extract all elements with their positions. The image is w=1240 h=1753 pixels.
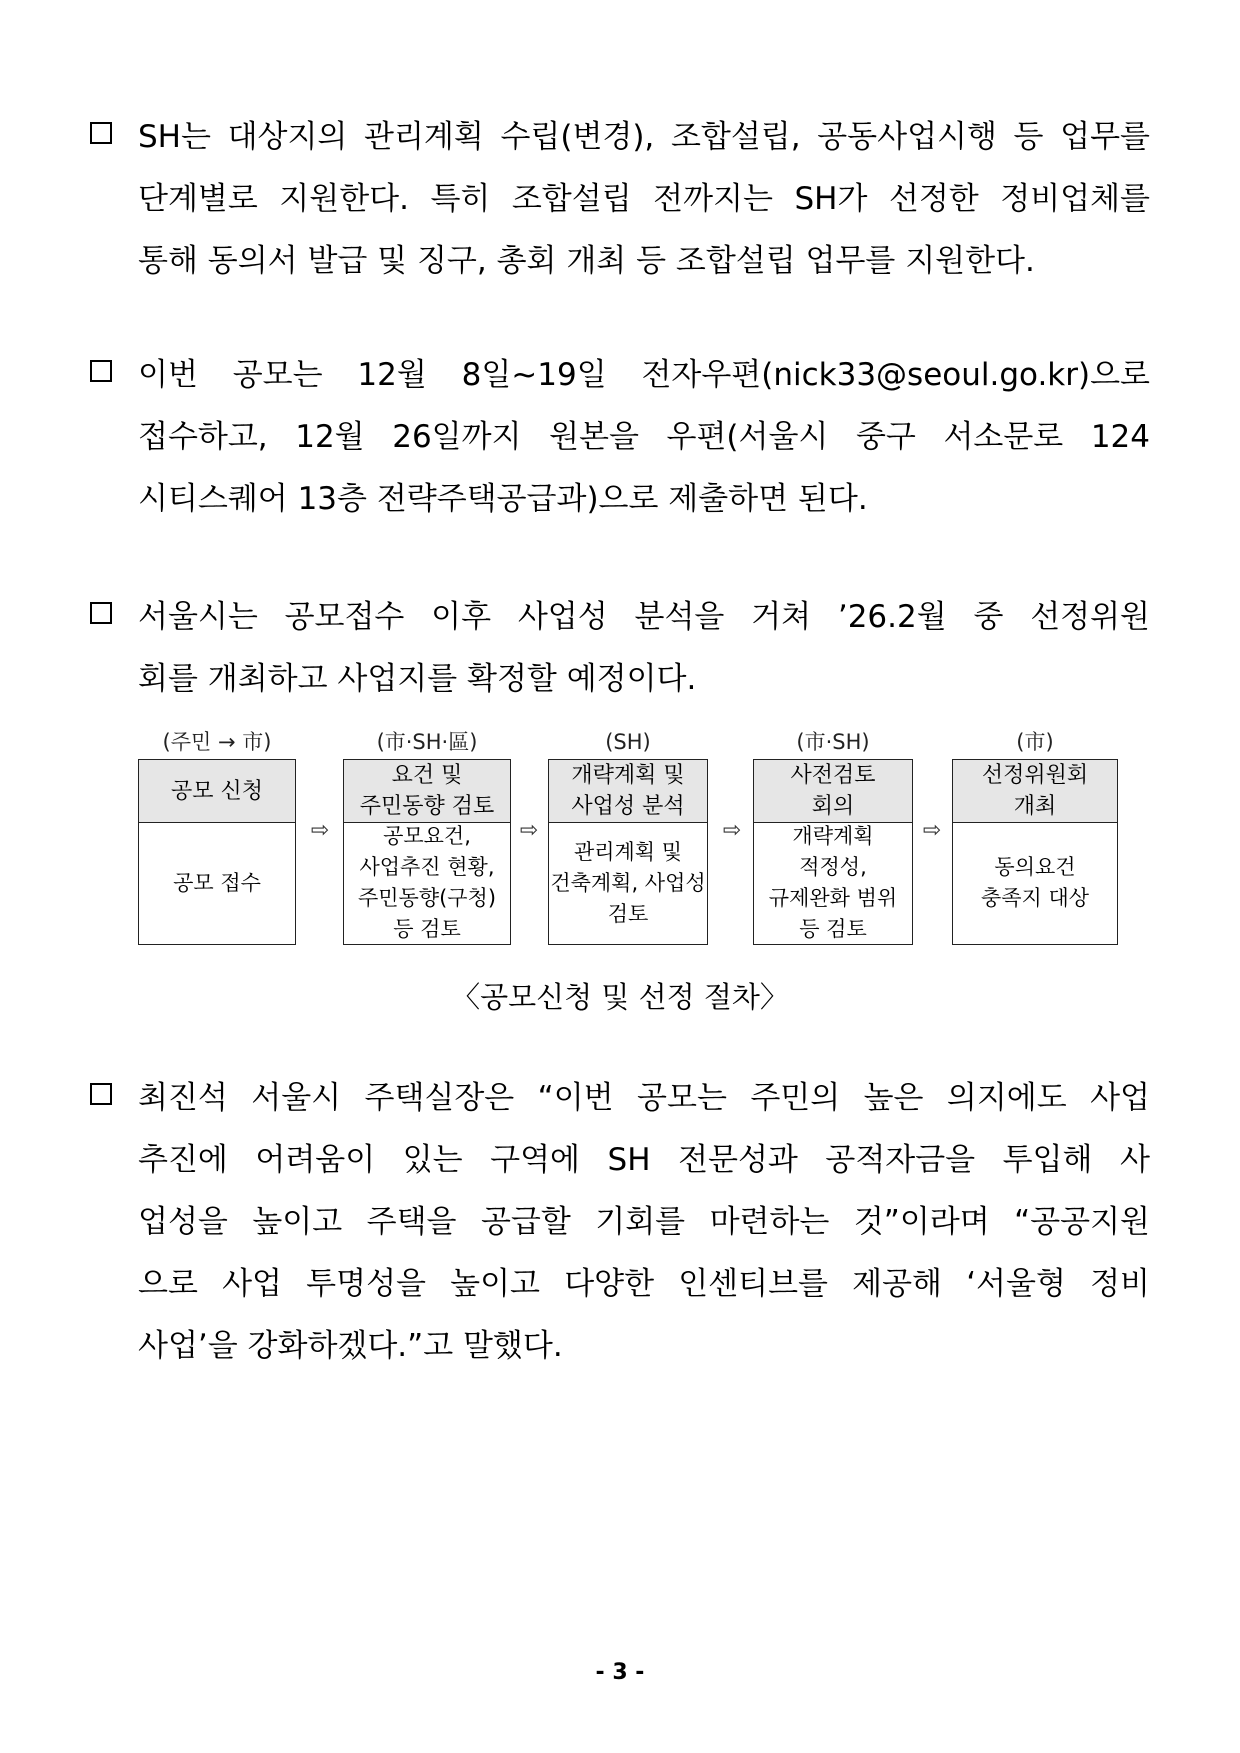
checkbox-bullet-icon	[90, 122, 112, 144]
stage-box-selection-committee	[952, 759, 1118, 945]
arrow-right-icon: ⇨	[310, 818, 330, 843]
paragraph-line: 시티스퀘어 13층 전략주택공급과)으로 제출하면 된다.	[138, 481, 868, 517]
diagram-caption: 〈공모신청 및 선정 절차〉	[451, 980, 789, 1014]
paragraph-line: 단계별로 지원한다. 특히 조합설립 전까지는 SH가 선정한 정비업체를	[138, 181, 1150, 217]
paragraph-1	[90, 106, 1150, 292]
stage-title: 개략계획 및 사업성 분석	[549, 760, 707, 823]
paragraph-line: 사업’을 강화하겠다.”고 말했다.	[138, 1328, 563, 1364]
stage-title: 사전검토 회의	[754, 760, 912, 823]
stage-box-feasibility-analysis	[548, 759, 708, 945]
paragraph-3	[90, 586, 1150, 710]
stage-actor: (SH)	[605, 730, 651, 754]
stage-actor: (주민 → 市)	[162, 730, 272, 754]
checkbox-bullet-icon	[90, 602, 112, 624]
checkbox-bullet-icon	[90, 1083, 112, 1105]
paragraph-line: 업성을 높이고 주택을 공급할 기회를 마련하는 것”이라며 “공공지원	[138, 1204, 1150, 1240]
stage-box-application	[138, 759, 296, 945]
arrow-right-icon: ⇨	[722, 818, 742, 843]
paragraph-line: 접수하고, 12월 26일까지 원본을 우편(서울시 중구 서소문로 124	[138, 419, 1150, 455]
stage-actor: (市·SH·區)	[376, 730, 478, 754]
paragraph-line: 추진에 어려움이 있는 구역에 SH 전문성과 공적자금을 투입해 사	[138, 1142, 1150, 1178]
paragraph-line: 으로 사업 투명성을 높이고 다양한 인센티브를 제공해 ‘서울형 정비	[138, 1266, 1150, 1302]
stage-box-requirement-review	[343, 759, 511, 945]
paragraph-line: 회를 개최하고 사업지를 확정할 예정이다.	[138, 661, 697, 697]
paragraph-line: SH는 대상지의 관리계획 수립(변경), 조합설립, 공동사업시행 등 업무를	[138, 119, 1150, 155]
stage-detail: 관리계획 및 건축계획, 사업성 검토	[550, 839, 706, 926]
stage-detail: 개략계획 적정성, 규제완화 범위 등 검토	[768, 824, 898, 941]
paragraph-line: 최진석 서울시 주택실장은 “이번 공모는 주민의 높은 의지에도 사업	[138, 1080, 1150, 1116]
paragraph-line: 이번 공모는 12월 8일~19일 전자우편(nick33@seoul.go.kr)으로	[138, 357, 1150, 393]
paragraph-line: 통해 동의서 발급 및 징구, 총회 개최 등 조합설립 업무를 지원한다.	[138, 243, 1035, 279]
stage-title: 요건 및 주민동향 검토	[344, 760, 510, 823]
stage-detail: 공모 접수	[173, 870, 261, 895]
checkbox-bullet-icon	[90, 360, 112, 382]
paragraph-2	[90, 344, 1150, 530]
arrow-right-icon: ⇨	[519, 818, 539, 843]
stage-title: 선정위원회 개최	[953, 760, 1117, 823]
arrow-right-icon: ⇨	[922, 818, 942, 843]
stage-actor: (市)	[1016, 730, 1054, 754]
stage-actor: (市·SH)	[796, 730, 870, 754]
stage-title: 공모 신청	[139, 760, 295, 823]
stage-box-pre-review-meeting	[753, 759, 913, 945]
paragraph-4	[90, 1067, 1150, 1377]
stage-detail: 공모요건, 사업추진 현황, 주민동향(구청) 등 검토	[357, 824, 497, 941]
stage-detail: 동의요건 충족지 대상	[980, 855, 1090, 910]
page-number: - 3 -	[595, 1660, 645, 1685]
paragraph-line: 서울시는 공모접수 이후 사업성 분석을 거쳐 ’26.2월 중 선정위원	[138, 599, 1150, 635]
